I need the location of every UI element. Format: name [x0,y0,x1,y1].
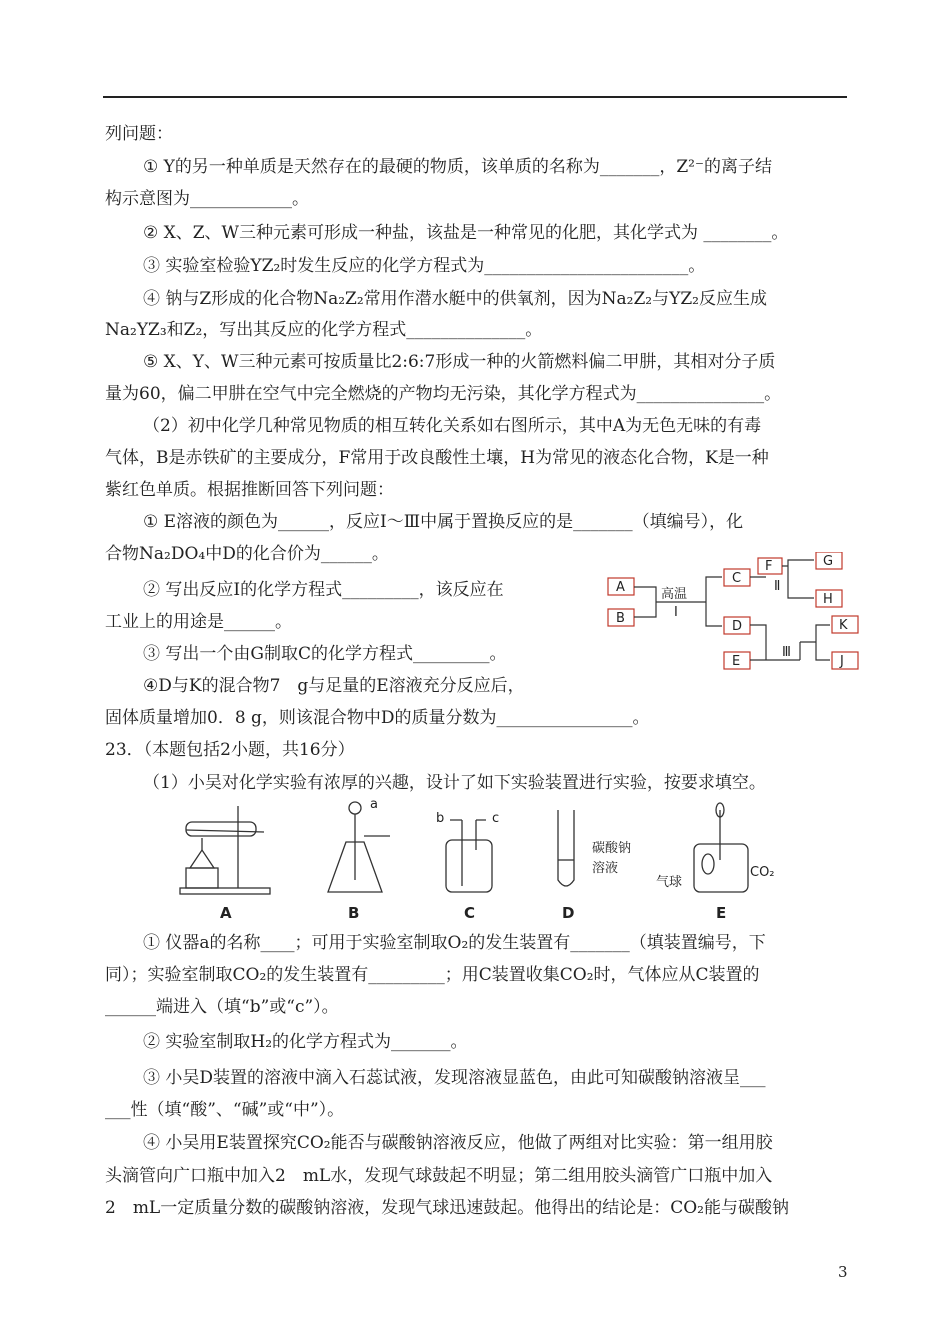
apparatus-D [558,810,631,922]
node-B [608,609,634,626]
reaction-2-label: Ⅱ [774,579,781,594]
node-H [816,590,842,607]
svg-text:H: H [823,592,833,607]
svg-text:碳酸钠: 碳酸钠 [592,841,632,856]
node-A [608,578,634,595]
header-rule [103,96,847,98]
reaction-1-label: Ⅰ [674,605,678,620]
text-line: 气体，B是赤铁矿的主要成分，F常用于改良酸性土壤，H为常见的液态化合物，K是一种 [105,448,769,468]
svg-text:A: A [220,904,232,922]
apparatus-B [328,800,390,922]
text-line: 头滴管向广口瓶中加入2 mL水，发现气球鼓起不明显；第二组用胶头滴管广口瓶中加入 [105,1166,773,1186]
text-line: ① Y的另一种单质是天然存在的最硬的物质，该单质的名称为_______，Z²⁻的离子结 [143,157,772,177]
text-line: ② 实验室制取H₂的化学方程式为_______。 [143,1032,468,1052]
svg-text:CO₂: CO₂ [750,865,775,880]
svg-text:D: D [732,619,743,634]
svg-text:c: c [492,811,500,826]
node-J [832,652,858,669]
text-line: ③ 小吴D装置的溶液中滴入石蕊试液，发现溶液显蓝色，由此可知碳酸钠溶液呈___ [143,1068,766,1088]
text-line: ① E溶液的颜色为______，反应Ⅰ～Ⅲ中属于置换反应的是_______（填编号），化 [143,512,744,532]
reaction-3-label: Ⅲ [782,645,791,660]
svg-text:K: K [839,618,848,633]
text-line: ② X、Z、W三种元素可形成一种盐，该盐是一种常见的化肥，其化学式为 ________。 [143,223,789,243]
text-line: ④ 钠与Z形成的化合物Na₂Z₂常用作潜水艇中的供氧剂，因为Na₂Z₂与YZ₂反应生成 [143,289,767,309]
svg-text:B: B [616,611,625,626]
condition-high-temp: 高温 [661,587,688,602]
svg-text:C: C [732,571,742,586]
page-number: 3 [838,1263,848,1281]
text-line: （2）初中化学几种常见物质的相互转化关系如右图所示，其中A为无色无味的有毒 [143,416,762,436]
text-line: 同）；实验室制取CO₂的发生装置有_________；用C装置收集CO₂时，气体应从C装置的 [105,965,760,985]
svg-text:气球: 气球 [656,875,683,890]
node-C [724,569,750,586]
svg-text:G: G [823,554,834,569]
svg-text:E: E [716,904,727,922]
text-line: 紫红色单质。根据推断回答下列问题： [105,480,394,500]
svg-text:B: B [348,904,360,922]
node-K [832,616,858,633]
text-line: 合物Na₂DO₄中D的化合价为______。 [105,544,389,564]
text-line: ① 仪器a的名称____；可用于实验室制取O₂的发生装置有_______（填装置编号，下 [143,933,766,953]
text-line: 23．（本题包括2小题，共16分） [105,740,355,760]
reaction-flowchart [606,552,868,677]
text-line: ④D与K的混合物7 g与足量的E溶液充分反应后， [143,676,525,696]
lab-apparatus [176,800,776,925]
text-line: ② 写出反应Ⅰ的化学方程式_________，该反应在 [143,580,504,600]
text-line: 列问题： [105,124,173,144]
svg-text:A: A [616,580,625,595]
node-F [758,558,782,574]
text-line: （1）小吴对化学实验有浓厚的兴趣，设计了如下实验装置进行实验，按要求填空。 [143,773,766,793]
text-line: 固体质量增加0．8 g，则该混合物中D的质量分数为________________。 [105,708,650,728]
svg-text:溶液: 溶液 [592,861,619,876]
svg-text:D: D [562,904,575,922]
svg-text:a: a [370,800,378,812]
svg-text:E: E [732,654,741,669]
svg-text:J: J [840,654,844,669]
apparatus-A [180,806,270,922]
svg-text:b: b [436,811,445,826]
text-line: ④ 小吴用E装置探究CO₂能否与碳酸钠溶液反应，他做了两组对比实验：第一组用胶 [143,1133,773,1153]
node-E [724,652,750,669]
apparatus-E [656,803,775,922]
svg-text:C: C [464,904,476,922]
apparatus-C [436,811,499,922]
text-line: 2 mL一定质量分数的碳酸钠溶液，发现气球迅速鼓起。他得出的结论是：CO₂能与碳酸钠 [105,1198,789,1218]
text-line: 量为60，偏二甲肼在空气中完全燃烧的产物均无污染，其化学方程式为_______________。 [105,384,782,404]
text-line: ③ 写出一个由G制取C的化学方程式_________。 [143,644,507,664]
text-line: Na₂YZ₃和Z₂，写出其反应的化学方程式______________。 [105,320,543,340]
text-line: ③ 实验室检验YZ₂时发生反应的化学方程式为________________________。 [143,256,706,276]
text-line: 工业上的用途是______。 [105,612,292,632]
node-G [816,552,842,569]
text-line: ______端进入（填“b”或“c”）。 [105,997,339,1017]
text-line: 构示意图为____________。 [105,189,309,209]
text-line: ___性（填“酸”、“碱”或“中”）。 [105,1100,345,1120]
svg-text:F: F [765,559,773,574]
node-D [724,617,750,634]
text-line: ⑤ X、Y、W三种元素可按质量比2:6:7形成一种的火箭燃料偏二甲肼，其相对分子质 [143,352,776,372]
